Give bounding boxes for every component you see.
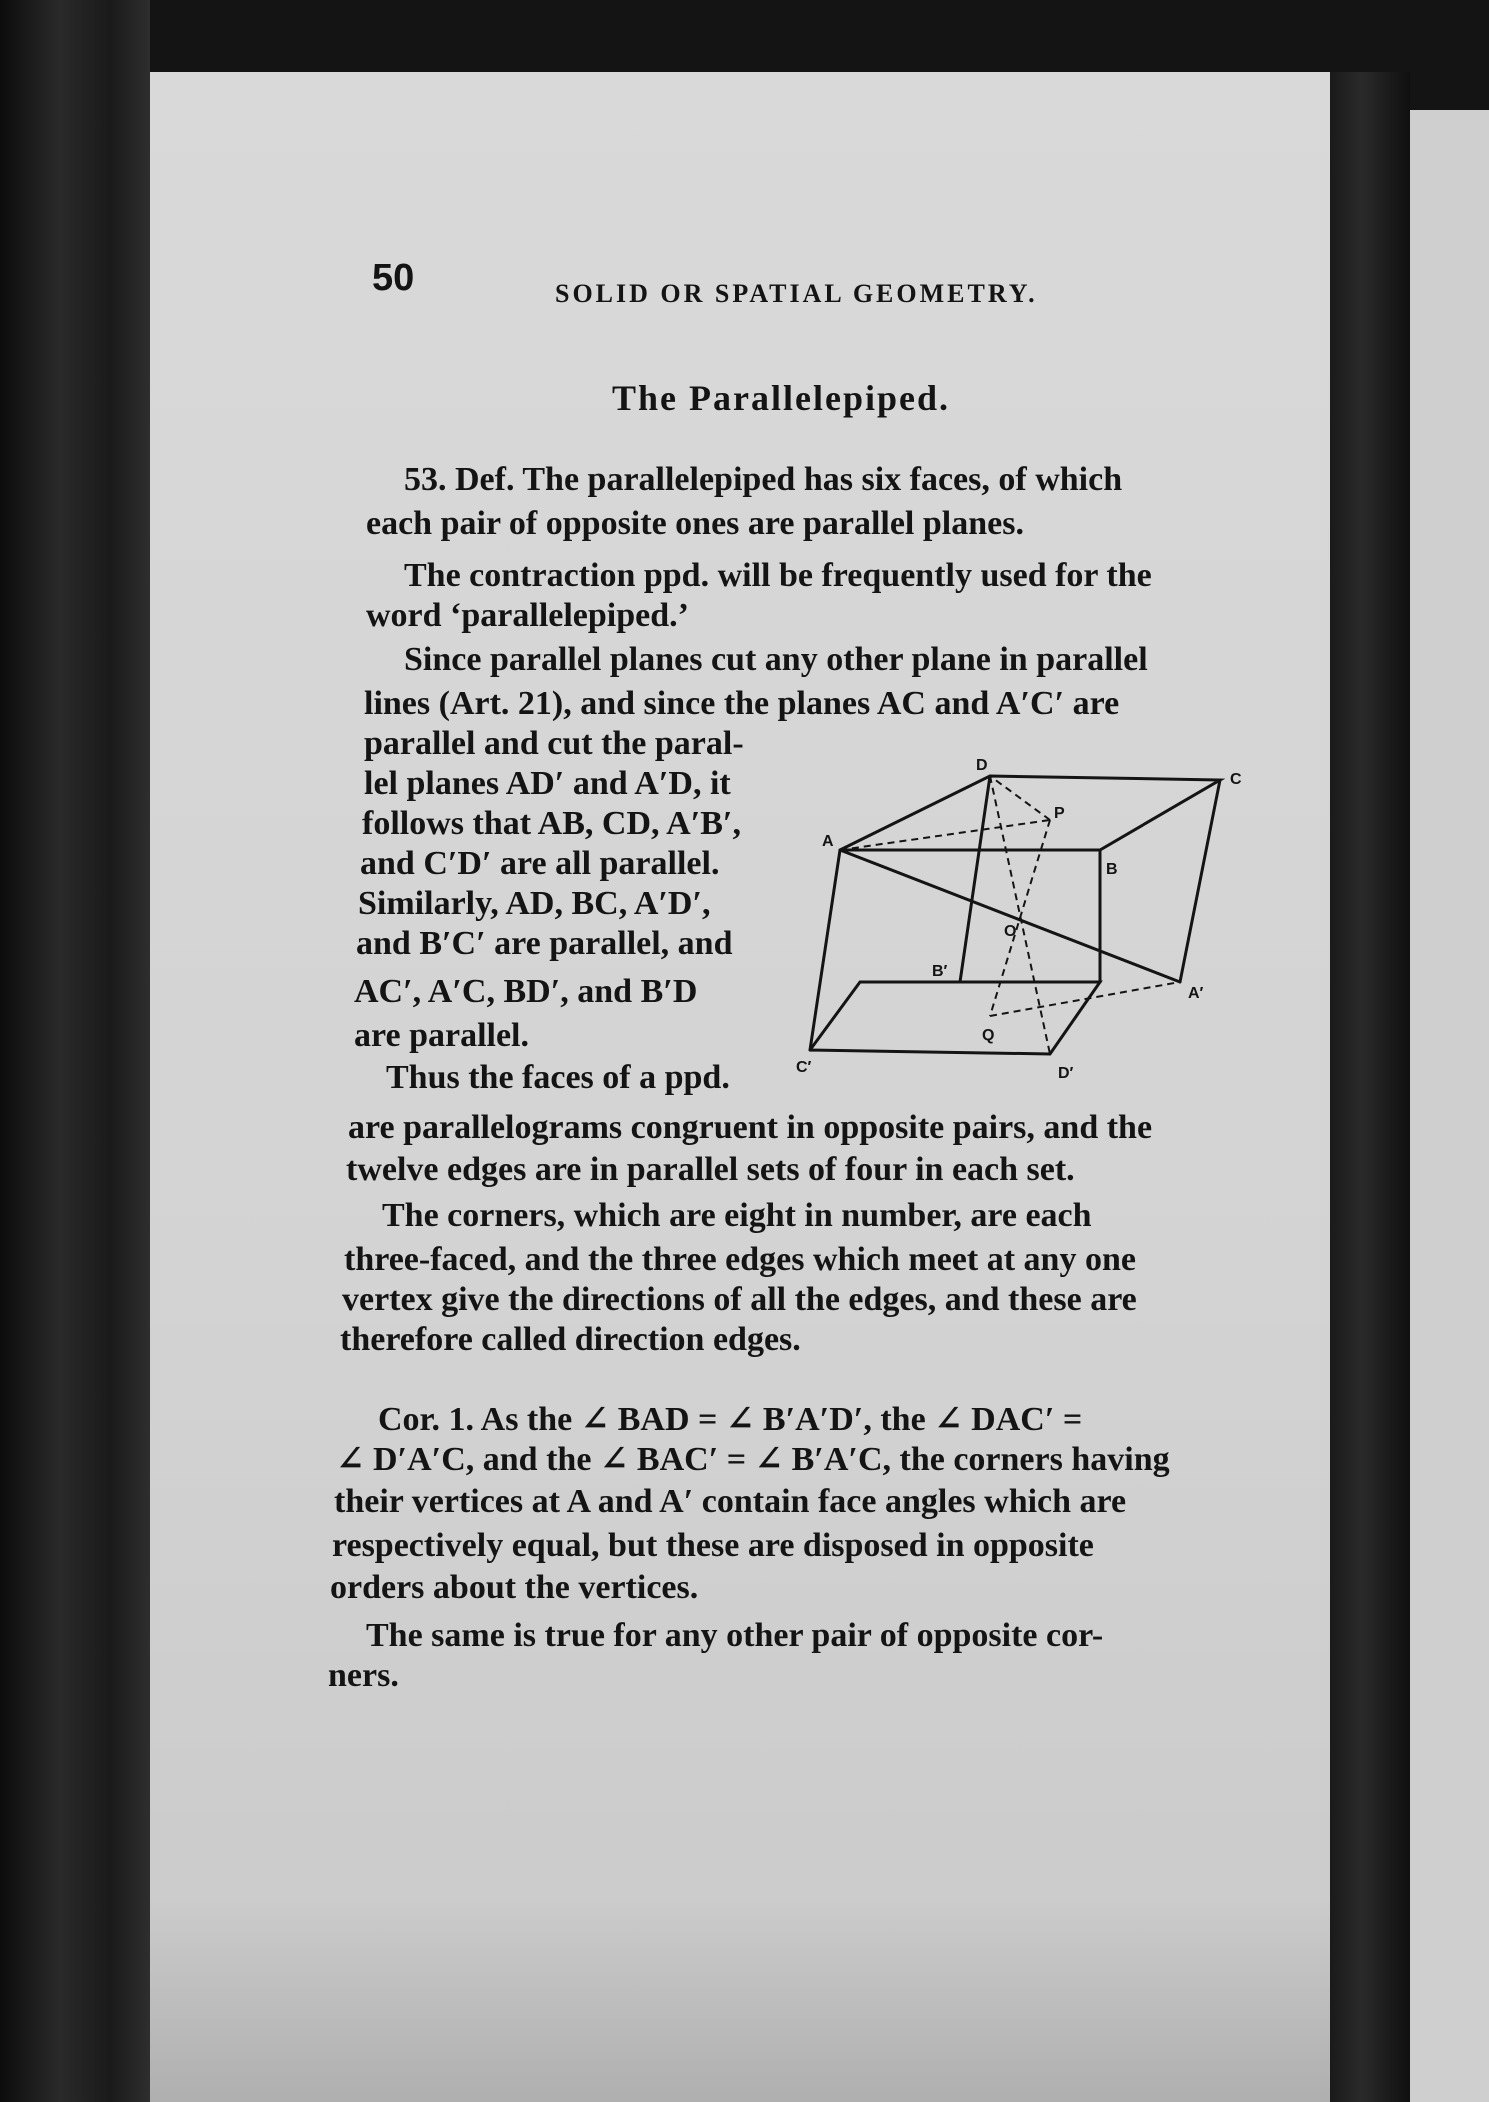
text-line: Since parallel planes cut any other plane in parallel	[404, 641, 1148, 678]
top-face-edges	[840, 776, 1220, 850]
text-line: follows that AB, CD, A′B′,	[362, 805, 741, 842]
point-label-q: Q	[982, 1027, 995, 1044]
text-line: The same is true for any other pair of opposite cor-	[366, 1617, 1104, 1654]
vertex-label-a2: A′	[1188, 985, 1204, 1002]
text-line: parallel and cut the paral-	[364, 725, 744, 762]
text-line: lines (Art. 21), and since the planes AC and A′C′ are	[364, 685, 1120, 722]
text-line: respectively equal, but these are disposed in opposite	[332, 1527, 1094, 1564]
text-line: 53. Def. The parallelepiped has six faces, of which	[404, 461, 1123, 498]
text-line: The contraction ppd. will be frequently used for the	[404, 557, 1152, 594]
text-line: The corners, which are eight in number, are each	[382, 1197, 1092, 1234]
page-gutter	[1330, 72, 1410, 2102]
text-line: are parallel.	[354, 1017, 529, 1054]
text-line: ners.	[328, 1657, 399, 1694]
page-number: 50	[372, 257, 415, 299]
text-line: AC′, A′C, BD′, and B′D	[354, 973, 698, 1010]
center-label-o: O	[1004, 923, 1017, 940]
diagonal-a-a2	[840, 850, 1180, 982]
text-line: Similarly, AD, BC, A′D′,	[358, 885, 711, 922]
text-line: each pair of opposite ones are parallel planes.	[366, 505, 1024, 542]
vertex-label-c: C	[1230, 771, 1242, 788]
text-line: therefore called direction edges.	[340, 1321, 801, 1358]
vertex-label-d: D	[976, 757, 988, 774]
text-line: are parallelograms congruent in opposite pairs, and the	[348, 1109, 1153, 1146]
point-label-p: P	[1054, 805, 1065, 822]
facing-page-edge	[1410, 110, 1489, 2102]
parallelepiped-diagram	[790, 750, 1260, 1080]
text-line: their vertices at A and A′ contain face angles which are	[334, 1483, 1127, 1520]
vertex-label-b2: B′	[932, 963, 948, 980]
text-line: Thus the faces of a ppd.	[386, 1059, 730, 1096]
bottom-face-edges	[810, 982, 1100, 1054]
text-line: vertex give the directions of all the edges, and these are	[342, 1281, 1137, 1318]
vertex-label-d2: D′	[1058, 1065, 1074, 1080]
vertex-label-a: A	[822, 833, 834, 850]
running-title: SOLID OR SPATIAL GEOMETRY.	[555, 279, 1038, 308]
text-line: and C′D′ are all parallel.	[360, 845, 720, 882]
text-line: Cor. 1. As the ∠ BAD = ∠ B′A′D′, the ∠ DAC′ =	[378, 1401, 1083, 1438]
vertex-label-b: B	[1106, 861, 1118, 878]
text-line: twelve edges are in parallel sets of four in each set.	[346, 1151, 1075, 1188]
section-title: The Parallelepiped.	[612, 378, 950, 418]
book-page	[150, 72, 1410, 2102]
text-line: three-faced, and the three edges which meet at any one	[344, 1241, 1136, 1278]
page-shadow	[150, 1900, 1330, 2102]
edge-c-a2	[1180, 780, 1220, 982]
text-line: word ‘parallelepiped.’	[366, 597, 689, 634]
dashed-q-a2	[990, 982, 1180, 1016]
vertex-label-c2: C′	[796, 1059, 812, 1076]
text-line: lel planes AD′ and A′D, it	[364, 765, 731, 802]
text-line: ∠ D′A′C, and the ∠ BAC′ = ∠ B′A′C, the corners having	[336, 1441, 1170, 1478]
scan-left-margin	[0, 0, 150, 2102]
edge-a-c2	[810, 850, 840, 1050]
edge-d-b2	[960, 776, 990, 982]
text-line: orders about the vertices.	[330, 1569, 699, 1606]
text-line: and B′C′ are parallel, and	[356, 925, 733, 962]
